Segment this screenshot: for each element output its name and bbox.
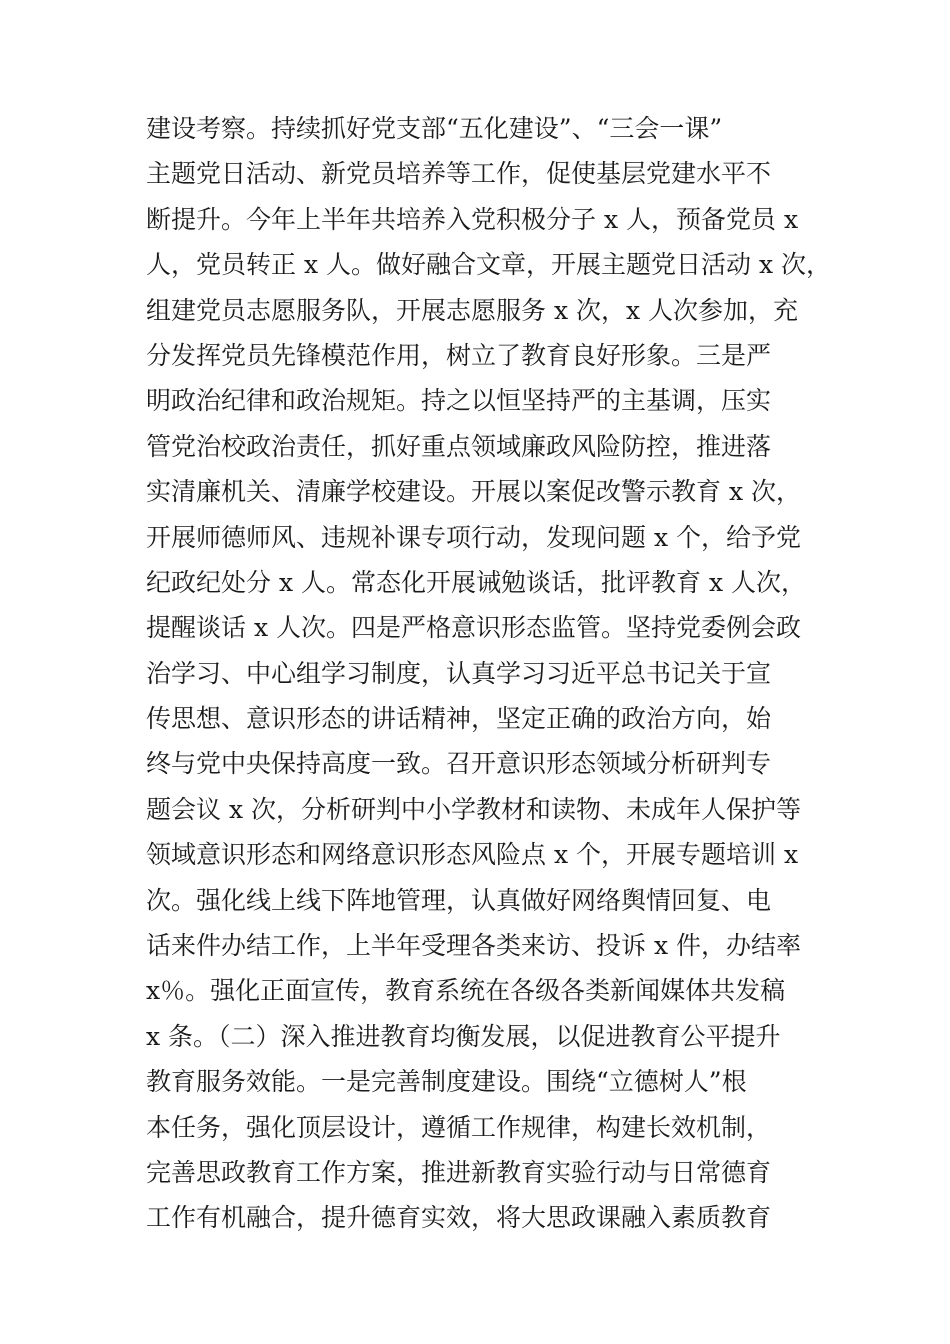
text-line: 传思想、意识形态的讲话精神，坚定正确的政治方向，始 <box>146 704 772 734</box>
text-line: 工作有机融合，提升德育实效，将大思政课融入素质教育 <box>146 1203 772 1233</box>
text-line: 次。强化线上线下阵地管理，认真做好网络舆情回复、电 <box>146 885 772 915</box>
text-line: 建设考察。持续抓好党支部“五化建设”、“三会一课” <box>146 114 723 143</box>
text-line: 组建党员志愿服务队，开展志愿服务 x 次，x 人次参加，充 <box>146 295 799 325</box>
body-text <box>146 106 836 1241</box>
text-line: 治学习、中心组学习制度，认真学习习近平总书记关于宣 <box>146 658 772 688</box>
text-line: 本任务，强化顶层设计，遵循工作规律，构建长效机制， <box>146 1112 772 1142</box>
text-line: 完善思政教育工作方案，推进新教育实验行动与日常德育 <box>146 1157 772 1187</box>
text-line: 实清廉机关、清廉学校建设。开展以案促改警示教育 x 次， <box>146 477 801 507</box>
text-line: 管党治校政治责任，抓好重点领域廉政风险防控，推进落 <box>146 431 772 461</box>
text-line: 分发挥党员先锋模范作用，树立了教育良好形象。三是严 <box>146 340 772 370</box>
text-line: 教育服务效能。一是完善制度建设。围绕“立德树人”根 <box>146 1067 747 1097</box>
text-line: x％。强化正面宣传，教育系统在各级各类新闻媒体共发稿 <box>146 976 786 1006</box>
text-line: 终与党中央保持高度一致。召开意识形态领域分析研判专 <box>146 749 772 779</box>
text-line: 明政治纪律和政治规矩。持之以恒坚持严的主基调，压实 <box>146 386 772 416</box>
text-line: 人，党员转正 x 人。做好融合文章，开展主题党日活动 x 次， <box>146 250 831 280</box>
text-line: 纪政纪处分 x 人。常态化开展诫勉谈话，批评教育 x 人次， <box>146 567 806 597</box>
text-line: 领域意识形态和网络意识形态风险点 x 个，开展专题培训 x <box>146 840 799 870</box>
text-line: x 条。（二）深入推进教育均衡发展，以促进教育公平提升 <box>146 1021 781 1051</box>
text-line: 题会议 x 次，分析研判中小学教材和读物、未成年人保护等 <box>146 794 801 824</box>
text-line: 话来件办结工作，上半年受理各类来访、投诉 x 件，办结率 <box>146 931 801 961</box>
text-line: 主题党日活动、新党员培养等工作，促使基层党建水平不 <box>146 159 772 189</box>
text-line: 提醒谈话 x 人次。四是严格意识形态监管。坚持党委例会政 <box>146 613 801 643</box>
text-line: 断提升。今年上半年共培养入党积极分子 x 人，预备党员 x <box>146 204 799 234</box>
text-line: 开展师德师风、违规补课专项行动，发现问题 x 个，给予党 <box>146 522 801 552</box>
